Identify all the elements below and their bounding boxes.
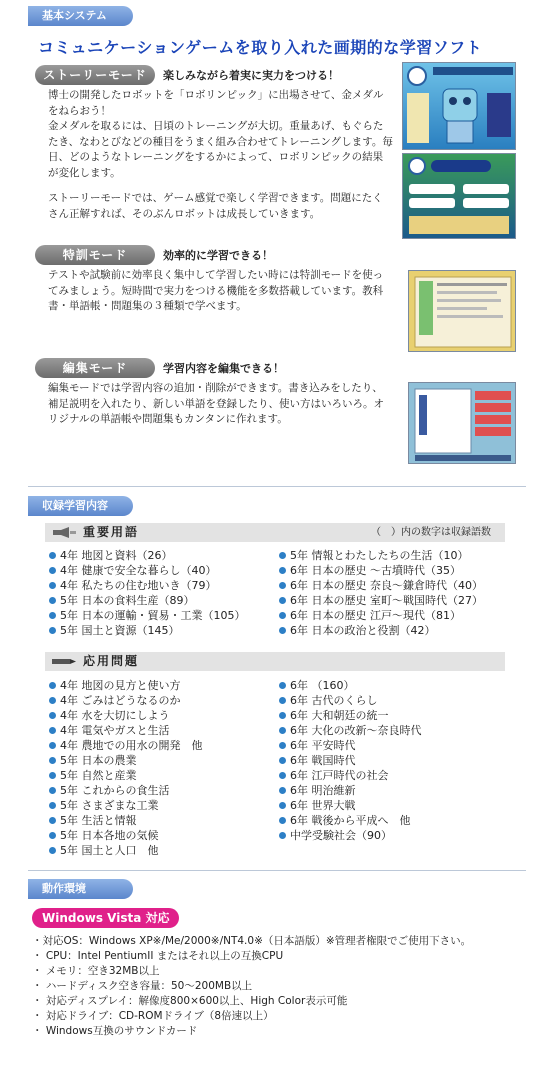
list-item xyxy=(278,563,483,578)
list-item xyxy=(48,693,203,708)
list-item xyxy=(278,623,483,638)
bullet-icon xyxy=(279,612,286,619)
bullet-icon xyxy=(49,817,56,824)
requirement-item xyxy=(32,1009,522,1024)
list-item xyxy=(48,623,246,638)
bullet-icon xyxy=(279,552,286,559)
edit-mode-screenshot xyxy=(408,382,516,464)
list-item-text: 5年 これからの食生活 xyxy=(60,784,170,797)
list-item-text: 6年 世界大戦 xyxy=(290,799,356,812)
list-item xyxy=(48,563,246,578)
list-item xyxy=(278,578,483,593)
headline: コミュニケーションゲームを取り入れた画期的な学習ソフト xyxy=(38,38,483,57)
bullet-icon xyxy=(279,727,286,734)
list-item xyxy=(48,678,203,693)
list-item xyxy=(48,738,203,753)
bullet-icon xyxy=(49,712,56,719)
list-item xyxy=(48,753,203,768)
bullet-icon xyxy=(49,552,56,559)
story-mode-text-1: 博士の開発したロボットを「ロボリンピック」に出場させて、金メダルをねらおう！ xyxy=(48,89,384,117)
list-item-text: 4年 私たちの住む地いき（79） xyxy=(60,579,217,592)
list-item xyxy=(48,813,203,828)
training-mode-label: 特訓モード xyxy=(35,245,155,265)
list-item-text: 6年 大化の改新～奈良時代 xyxy=(290,724,422,737)
section-tab-basic-system: 基本システム xyxy=(28,6,133,26)
bullet-icon xyxy=(49,582,56,589)
bullet-icon xyxy=(49,697,56,704)
system-requirements-list xyxy=(32,934,522,1039)
list-item-text: 4年 ごみはどうなるのか xyxy=(60,694,181,707)
windows-vista-badge: Windows Vista 対応 xyxy=(32,908,179,928)
list-item-text: 4年 地図と資料（26） xyxy=(60,549,173,562)
requirement-item xyxy=(32,949,522,964)
list-item xyxy=(278,708,422,723)
requirement-item xyxy=(32,994,522,1009)
list-item-text: 6年 日本の歴史 江戸～現代（81） xyxy=(290,609,461,622)
edit-mode-subtitle: 学習内容を編集できる！ xyxy=(163,362,284,375)
bullet-icon xyxy=(279,817,286,824)
list-item xyxy=(278,753,422,768)
bullet-icon xyxy=(279,567,286,574)
requirement-item xyxy=(32,979,522,994)
bullet-icon xyxy=(49,682,56,689)
applied-problems-header xyxy=(45,652,505,671)
applied-problems-list-left xyxy=(48,678,203,858)
bullet-icon xyxy=(49,627,56,634)
bullet-icon xyxy=(49,802,56,809)
list-item-text: 4年 電気やガスと生活 xyxy=(60,724,170,737)
bullet-icon xyxy=(49,567,56,574)
bullet-icon xyxy=(279,597,286,604)
important-terms-list-right xyxy=(278,548,483,638)
applied-problems-title: 応用問題 xyxy=(83,654,140,668)
story-mode-screenshot-quiz xyxy=(402,153,516,239)
list-item xyxy=(278,548,483,563)
list-item xyxy=(48,843,203,858)
section-tab-contents: 収録学習内容 xyxy=(28,496,133,516)
training-mode-text: テストや試験前に効率良く集中して学習したい時には特訓モードを使ってみましょう。短時間で実力をつける機能を多数搭載しています。教科書・単語帳・問題集の３種類で学べます。 xyxy=(48,269,384,312)
bullet-icon xyxy=(49,787,56,794)
list-item-text: 5年 日本の運輸・貿易・工業（105） xyxy=(60,609,246,622)
list-item-text: 6年 江戸時代の社会 xyxy=(290,769,389,782)
requirement-item-text: ・対応OS：Windows XP※/Me/2000※/NT4.0※（日本語版）※管理者権限でご使用下さい。 xyxy=(32,935,472,947)
list-item-text: 6年 日本の歴史 ～古墳時代（35） xyxy=(290,564,461,577)
edit-mode-text: 編集モードでは学習内容の追加・削除ができます。書き込みをしたり、補足説明を入れたり、新しい単語を登録したり、使い方はいろいろ。オリジナルの単語帳や問題集もカンタンに作れます。 xyxy=(48,382,384,425)
requirement-item-text: ・ Windows互換のサウンドカード xyxy=(32,1025,198,1037)
list-item-text: 5年 情報とわたしたちの生活（10） xyxy=(290,549,469,562)
list-item xyxy=(48,548,246,563)
list-item-text: 6年 日本の歴史 室町～戦国時代（27） xyxy=(290,594,483,607)
list-item xyxy=(278,798,422,813)
list-item-text: 6年 戦後から平成へ 他 xyxy=(290,814,411,827)
training-mode-subtitle: 効率的に学習できる！ xyxy=(163,249,273,262)
story-mode-screenshot-robot xyxy=(402,62,516,150)
pencil-icon xyxy=(51,656,77,667)
list-item-text: 5年 日本各地の気候 xyxy=(60,829,159,842)
bullet-icon xyxy=(279,627,286,634)
list-item xyxy=(278,828,422,843)
important-terms-title: 重要用語 xyxy=(83,525,140,539)
list-item xyxy=(48,578,246,593)
requirement-item xyxy=(32,1024,522,1039)
story-mode-text-3: ストーリーモードでは、ゲーム感覚で楽しく学習できます。問題にたくさん正解すれば、そのぶんロボットは成長していきます。 xyxy=(48,192,383,220)
bullet-icon xyxy=(279,757,286,764)
training-mode-screenshot xyxy=(408,270,516,352)
list-item xyxy=(48,798,203,813)
bullet-icon xyxy=(279,742,286,749)
list-item-text: 6年 日本の政治と役割（42） xyxy=(290,624,436,637)
bullet-icon xyxy=(49,832,56,839)
requirement-item-text: ・ CPU：Intel PentiumII またはそれ以上の互換CPU xyxy=(32,950,284,962)
list-item xyxy=(278,768,422,783)
list-item-text: 6年 日本の歴史 奈良～鎌倉時代（40） xyxy=(290,579,483,592)
list-item xyxy=(48,768,203,783)
bullet-icon xyxy=(279,787,286,794)
bullet-icon xyxy=(279,802,286,809)
list-item xyxy=(48,783,203,798)
list-item xyxy=(48,723,203,738)
list-item-text: 4年 地図の見方と使い方 xyxy=(60,679,181,692)
list-item xyxy=(278,608,483,623)
story-mode-label: ストーリーモード xyxy=(35,65,155,85)
list-item-text: 5年 生活と情報 xyxy=(60,814,137,827)
list-item-text: 5年 さまざまな工業 xyxy=(60,799,159,812)
important-terms-list-left xyxy=(48,548,246,638)
list-item-text: 5年 国土と人口 他 xyxy=(60,844,159,857)
bullet-icon xyxy=(279,832,286,839)
bullet-icon xyxy=(49,742,56,749)
list-item-text: 6年 明治維新 xyxy=(290,784,356,797)
divider xyxy=(28,870,526,871)
bullet-icon xyxy=(49,772,56,779)
list-item xyxy=(278,723,422,738)
edit-mode-label: 編集モード xyxy=(35,358,155,378)
list-item xyxy=(48,708,203,723)
list-item-text: 6年 古代のくらし xyxy=(290,694,378,707)
list-item-text: 6年 大和朝廷の統一 xyxy=(290,709,389,722)
requirement-item-text: ・ 対応ディスプレイ：解像度800×600以上、High Color表示可能 xyxy=(32,995,348,1007)
requirement-item-text: ・ 対応ドライブ：CD-ROMドライブ（8倍速以上） xyxy=(32,1010,274,1022)
important-terms-note: （ ）内の数字は収録語数 xyxy=(371,527,491,538)
important-terms-header xyxy=(45,523,505,542)
list-item xyxy=(278,593,483,608)
list-item xyxy=(48,593,246,608)
story-mode-subtitle: 楽しみながら着実に実力をつける！ xyxy=(163,69,339,82)
bullet-icon xyxy=(279,772,286,779)
list-item-text: 5年 日本の農業 xyxy=(60,754,137,767)
bullet-icon xyxy=(279,582,286,589)
list-item-text: 5年 日本の食料生産（89） xyxy=(60,594,195,607)
list-item xyxy=(48,608,246,623)
bullet-icon xyxy=(279,682,286,689)
list-item-text: 4年 健康で安全な暮らし（40） xyxy=(60,564,217,577)
bullet-icon xyxy=(49,612,56,619)
list-item xyxy=(48,828,203,843)
list-item-text: 6年 平安時代 xyxy=(290,739,356,752)
list-item xyxy=(278,813,422,828)
list-item-text: 4年 農地での用水の開発 他 xyxy=(60,739,203,752)
list-item-text: 6年 （160） xyxy=(290,679,355,692)
list-item-text: 5年 自然と産業 xyxy=(60,769,137,782)
bullet-icon xyxy=(279,712,286,719)
list-item-text: 6年 戦国時代 xyxy=(290,754,356,767)
list-item-text: 中学受験社会（90） xyxy=(290,829,392,842)
requirement-item xyxy=(32,964,522,979)
list-item-text: 5年 国土と資源（145） xyxy=(60,624,180,637)
applied-problems-list-right xyxy=(278,678,422,843)
bullet-icon xyxy=(49,847,56,854)
list-item xyxy=(278,693,422,708)
list-item xyxy=(278,738,422,753)
requirement-item-text: ・ ハードディスク空き容量：50～200MB以上 xyxy=(32,980,253,992)
requirement-item-text: ・ メモリ：空き32MB以上 xyxy=(32,965,160,977)
bullet-icon xyxy=(49,597,56,604)
bullet-icon xyxy=(49,757,56,764)
megaphone-icon xyxy=(51,527,77,538)
bullet-icon xyxy=(279,697,286,704)
divider xyxy=(28,486,526,487)
bullet-icon xyxy=(49,727,56,734)
list-item-text: 4年 水を大切にしよう xyxy=(60,709,170,722)
requirement-item xyxy=(32,934,522,949)
list-item xyxy=(278,678,422,693)
list-item xyxy=(278,783,422,798)
story-mode-text-2: 金メダルを取るには、日頃のトレーニングが大切。重量あげ、もぐらたたき、なわとびなどの種目をうまく組み合わせてトレーニングします。毎日、どのようなトレーニングをするかによって、ロボリンピックの結果が変化します。 xyxy=(48,120,393,179)
section-tab-environment: 動作環境 xyxy=(28,879,133,899)
